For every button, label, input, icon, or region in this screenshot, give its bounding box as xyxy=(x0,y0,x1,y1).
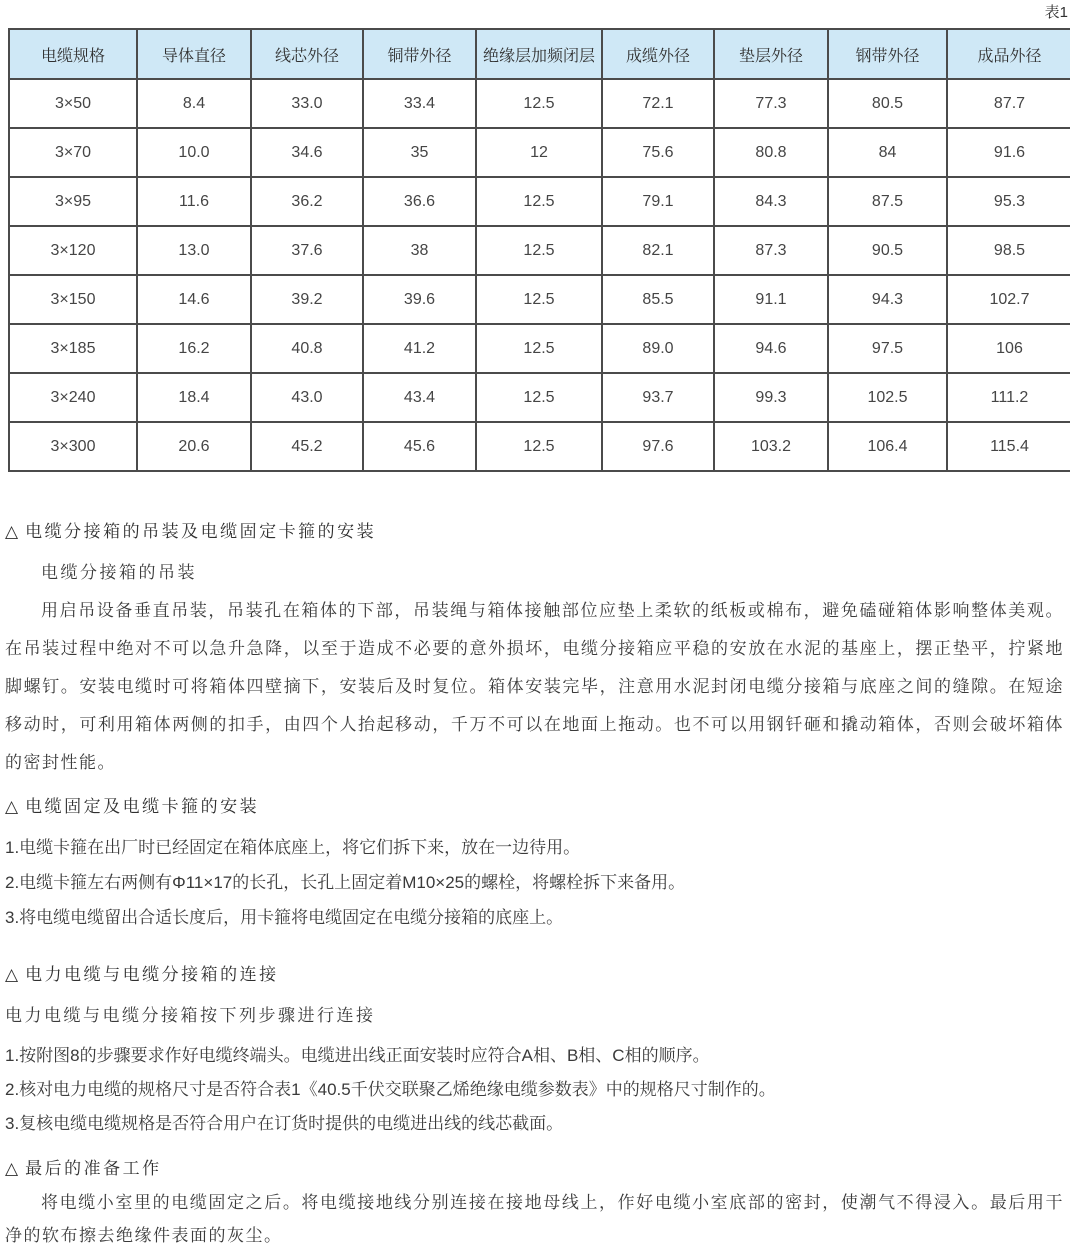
table-cell: 3×70 xyxy=(9,128,137,177)
table-cell: 82.1 xyxy=(602,226,714,275)
column-header: 钢带外径 xyxy=(828,29,947,79)
table-cell: 3×120 xyxy=(9,226,137,275)
table-cell: 12.5 xyxy=(476,324,602,373)
section-heading-text: 电力电缆与电缆分接箱的连接 xyxy=(25,965,279,984)
table-cell: 98.5 xyxy=(947,226,1070,275)
table-cell: 90.5 xyxy=(828,226,947,275)
section-item: 2.电缆卡箍左右两侧有Φ11×17的长孔，长孔上固定着M10×25的螺栓，将螺栓拆下来备用。 xyxy=(5,873,686,892)
column-header: 电缆规格 xyxy=(9,29,137,79)
section-heading xyxy=(5,1157,1064,1180)
table-cell: 39.2 xyxy=(251,275,363,324)
section-item-list xyxy=(5,830,1064,935)
table-cell: 10.0 xyxy=(137,128,251,177)
section-subheading: 电缆分接箱的吊装 xyxy=(41,563,197,582)
table-cell: 8.4 xyxy=(137,79,251,128)
table-cell: 94.3 xyxy=(828,275,947,324)
table-cell: 84.3 xyxy=(714,177,828,226)
cable-parameter-table xyxy=(8,28,1070,472)
table-cell: 102.7 xyxy=(947,275,1070,324)
table-cell: 33.0 xyxy=(251,79,363,128)
section-paragraph: 将电缆小室里的电缆固定之后。将电缆接地线分别连接在接地母线上，作好电缆小室底部的密封，使潮气不得浸入。最后用干净的软布擦去绝缘件表面的灰尘。 xyxy=(5,1193,1064,1245)
table-cell: 20.6 xyxy=(137,422,251,471)
section xyxy=(5,795,1064,935)
table-cell: 77.3 xyxy=(714,79,828,128)
table-number-label: 表1 xyxy=(1044,4,1068,21)
table-cell: 34.6 xyxy=(251,128,363,177)
table-cell: 3×240 xyxy=(9,373,137,422)
table-cell: 3×95 xyxy=(9,177,137,226)
table-cell: 14.6 xyxy=(137,275,251,324)
table-cell: 3×185 xyxy=(9,324,137,373)
table-cell: 45.2 xyxy=(251,422,363,471)
table-row xyxy=(9,177,1070,226)
column-header: 绝缘层加频闭层 xyxy=(476,29,602,79)
section-item: 1.按附图8的步骤要求作好电缆终端头。电缆进出线正面安装时应符合A相、B相、C相的顺序。 xyxy=(5,1046,710,1065)
section-subheading: 电力电缆与电缆分接箱按下列步骤进行连接 xyxy=(5,1006,376,1025)
table-cell: 39.6 xyxy=(363,275,476,324)
section-heading-text: 电缆分接箱的吊装及电缆固定卡箍的安装 xyxy=(25,522,377,541)
table-row xyxy=(9,226,1070,275)
triangle-icon: △ xyxy=(5,1159,19,1178)
table-cell: 106.4 xyxy=(828,422,947,471)
table-cell: 102.5 xyxy=(828,373,947,422)
table-cell: 72.1 xyxy=(602,79,714,128)
table-cell: 106 xyxy=(947,324,1070,373)
section-item: 1.电缆卡箍在出厂时已经固定在箱体底座上，将它们拆下来，放在一边待用。 xyxy=(5,838,581,857)
column-header: 垫层外径 xyxy=(714,29,828,79)
triangle-icon: △ xyxy=(5,797,19,816)
column-header: 导体直径 xyxy=(137,29,251,79)
table-cell: 95.3 xyxy=(947,177,1070,226)
table-row xyxy=(9,79,1070,128)
table-cell: 36.6 xyxy=(363,177,476,226)
section-heading xyxy=(5,795,1064,818)
column-header: 线芯外径 xyxy=(251,29,363,79)
table-cell: 87.5 xyxy=(828,177,947,226)
section xyxy=(5,1157,1064,1252)
table-cell: 87.7 xyxy=(947,79,1070,128)
table-cell: 41.2 xyxy=(363,324,476,373)
table-cell: 103.2 xyxy=(714,422,828,471)
table-cell: 12.5 xyxy=(476,275,602,324)
table-cell: 97.5 xyxy=(828,324,947,373)
table-cell: 12 xyxy=(476,128,602,177)
column-header: 铜带外径 xyxy=(363,29,476,79)
table-cell: 87.3 xyxy=(714,226,828,275)
table-cell: 43.0 xyxy=(251,373,363,422)
table-row xyxy=(9,422,1070,471)
column-header: 成缆外径 xyxy=(602,29,714,79)
table-row xyxy=(9,324,1070,373)
section-item: 3.将电缆电缆留出合适长度后，用卡箍将电缆固定在电缆分接箱的底座上。 xyxy=(5,908,564,927)
table-cell: 36.2 xyxy=(251,177,363,226)
table-head xyxy=(9,29,1070,79)
table-cell: 11.6 xyxy=(137,177,251,226)
table-cell: 91.1 xyxy=(714,275,828,324)
table-cell: 115.4 xyxy=(947,422,1070,471)
table-cell: 111.2 xyxy=(947,373,1070,422)
table-cell: 12.5 xyxy=(476,422,602,471)
table-cell: 38 xyxy=(363,226,476,275)
section xyxy=(5,520,1064,782)
header-row xyxy=(9,29,1070,79)
table-cell: 93.7 xyxy=(602,373,714,422)
table-cell: 85.5 xyxy=(602,275,714,324)
section-paragraph: 用启吊设备垂直吊装，吊装孔在箱体的下部，吊装绳与箱体接触部位应垫上柔软的纸板或棉布，避免磕碰箱体影响整体美观。在吊装过程中绝对不可以急升急降，以至于造成不必要的意外损坏，电缆分接箱应平稳的安放在水泥的基座上，摆正垫平，拧紧地脚螺钉。安装电缆时可将箱体四壁摘下，安装后及时复位。箱体安装完毕，注意用水泥封闭电缆分接箱与底座之间的缝隙。在短途移动时，可利用箱体两侧的扣手，由四个人抬起移动，千万不可以在地面上拖动。也不可以用钢钎砸和撬动箱体，否则会破坏箱体的密封性能。 xyxy=(5,601,1064,772)
table-cell: 84 xyxy=(828,128,947,177)
table-cell: 40.8 xyxy=(251,324,363,373)
table-row xyxy=(9,275,1070,324)
section-item: 2.核对电力电缆的规格尺寸是否符合表1《40.5千伏交联聚乙烯绝缘电缆参数表》中的规格尺寸制作的。 xyxy=(5,1080,776,1099)
table-cell: 18.4 xyxy=(137,373,251,422)
table-cell: 45.6 xyxy=(363,422,476,471)
table-cell: 13.0 xyxy=(137,226,251,275)
table-cell: 3×150 xyxy=(9,275,137,324)
table-cell: 16.2 xyxy=(137,324,251,373)
table-cell: 35 xyxy=(363,128,476,177)
table-cell: 94.6 xyxy=(714,324,828,373)
section-item: 3.复核电缆电缆规格是否符合用户在订货时提供的电缆进出线的线芯截面。 xyxy=(5,1114,564,1133)
document-body xyxy=(0,520,1070,1252)
table-cell: 91.6 xyxy=(947,128,1070,177)
table-cell: 33.4 xyxy=(363,79,476,128)
table-cell: 80.8 xyxy=(714,128,828,177)
table-cell: 75.6 xyxy=(602,128,714,177)
section-heading xyxy=(5,520,1064,543)
table-body xyxy=(9,79,1070,471)
table-cell: 12.5 xyxy=(476,79,602,128)
section-heading-text: 最后的准备工作 xyxy=(25,1159,162,1178)
table-cell: 99.3 xyxy=(714,373,828,422)
section xyxy=(5,963,1064,1141)
table-cell: 37.6 xyxy=(251,226,363,275)
section-heading xyxy=(5,963,1064,986)
table-row xyxy=(9,128,1070,177)
table-cell: 97.6 xyxy=(602,422,714,471)
column-header: 成品外径 xyxy=(947,29,1070,79)
table-cell: 12.5 xyxy=(476,226,602,275)
section-heading-text: 电缆固定及电缆卡箍的安装 xyxy=(25,797,260,816)
table-row xyxy=(9,373,1070,422)
table-cell: 3×50 xyxy=(9,79,137,128)
table-cell: 3×300 xyxy=(9,422,137,471)
triangle-icon: △ xyxy=(5,965,19,984)
table-cell: 80.5 xyxy=(828,79,947,128)
table-cell: 43.4 xyxy=(363,373,476,422)
table-cell: 12.5 xyxy=(476,373,602,422)
triangle-icon: △ xyxy=(5,522,19,541)
section-item-list xyxy=(5,1039,1064,1141)
table-cell: 12.5 xyxy=(476,177,602,226)
table-cell: 79.1 xyxy=(602,177,714,226)
table-cell: 89.0 xyxy=(602,324,714,373)
